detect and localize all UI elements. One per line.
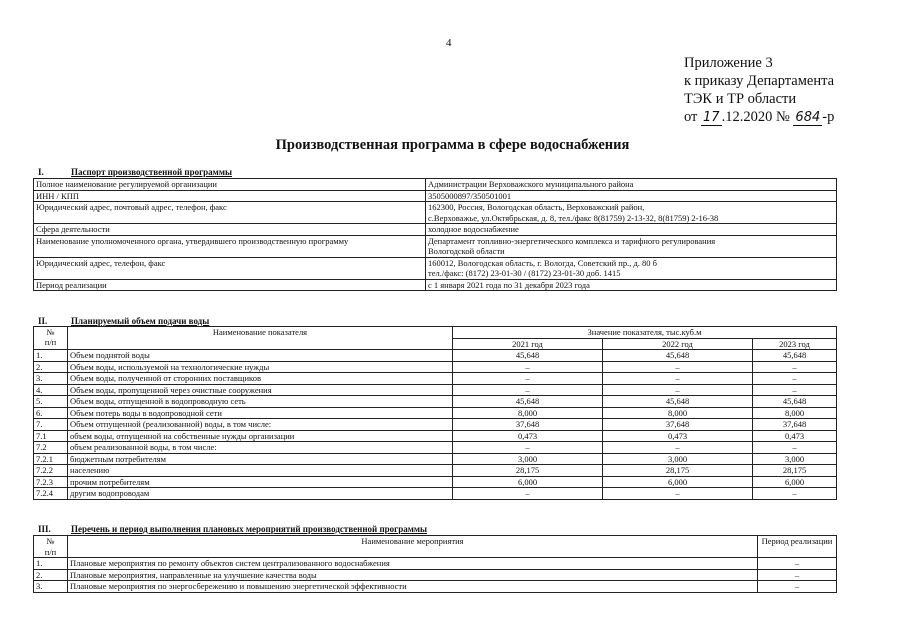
passport-value-line: с 1 января 2021 года по 31 декабря 2023 года [428,279,590,290]
passport-value-line: с.Верховажье, ул.Октябрьская, д. 8, тел./факс 8(81759) 2-13-32, 8(81759) 2-16-38 [428,212,719,223]
section-2-number: II. [38,316,48,326]
date-prefix: от [684,109,698,125]
passport-row [34,279,837,291]
passport-value [426,202,837,224]
value-2022: 0,473 [603,430,753,442]
indicator-name: бюджетным потребителям [68,453,453,465]
volume-row [34,430,837,442]
value-2023: – [753,361,837,373]
section-3-title: Перечень и период выполнения плановых мероприятий производственной программы [71,524,428,534]
indicator-name: Объем отпущенной (реализованной) воды, в том числе: [68,419,453,431]
row-number: 3. [34,373,68,385]
value-2023: – [753,373,837,385]
row-number: 5. [34,396,68,408]
value-2023: 0,473 [753,430,837,442]
row-number: 7.2.3 [34,476,68,488]
passport-row [34,202,837,224]
value-2022: – [603,442,753,454]
value-2022: – [603,361,753,373]
section-1-title: Паспорт производственной программы [71,167,232,177]
value-2021: – [453,384,603,396]
indicator-name: объем реализованной воды, в том числе: [68,442,453,454]
passport-value [426,257,837,279]
row-number: 7.2.2 [34,465,68,477]
passport-label: Юридический адрес, почтовый адрес, телефон, факс [34,202,426,224]
appendix-line-2: к приказу Департамента [684,73,835,89]
measure-period: – [758,569,837,581]
measure-row [34,558,837,570]
volume-row [34,453,837,465]
section-1-heading [38,167,232,177]
passport-value-line: 160012, Вологодская область, г. Вологда, Советский пр., д. 80 б [428,257,658,268]
value-2021: – [453,442,603,454]
page-number: 4 [446,37,452,49]
appendix-line-1: Приложение 3 [684,55,773,71]
passport-value-line: 162300, Россия, Вологодская область, Верховажский район, [428,202,645,212]
section-2-heading [38,316,209,326]
volume-row [34,396,837,408]
handwritten-day: 17 [703,110,720,125]
value-2023: 6,000 [753,476,837,488]
header-num: № п/п [34,327,68,350]
value-2022: 6,000 [603,476,753,488]
measure-number: 3. [34,581,68,593]
passport-row [34,190,837,202]
passport-row [34,257,837,279]
measure-name: Плановые мероприятия, направленные на улучшение качества воды [68,569,758,581]
header-indicator-name: Наименование показателя [68,327,453,350]
measures-table [33,535,837,593]
value-2023: – [753,442,837,454]
value-2023: – [753,488,837,500]
appendix-line-3: ТЭК и ТР области [684,91,797,107]
indicator-name: Объем воды, используемой на технологические нужды [68,361,453,373]
value-2021: 8,000 [453,407,603,419]
value-2022: 45,648 [603,350,753,362]
value-2021: 45,648 [453,350,603,362]
row-number: 4. [34,384,68,396]
measure-number: 2. [34,569,68,581]
value-2022: – [603,488,753,500]
value-2022: 28,175 [603,465,753,477]
passport-row [34,224,837,236]
row-number: 7.2.1 [34,453,68,465]
passport-label: ИНН / КПП [34,190,426,202]
value-2022: 3,000 [603,453,753,465]
measure-name: Плановые мероприятия по энергосбережению и повышению энергетической эффективности [68,581,758,593]
passport-value-line: Вологодской области [428,246,505,256]
handwritten-number: 684 [795,110,821,125]
volume-row [34,407,837,419]
row-number: 2. [34,361,68,373]
passport-label: Полное наименование регулируемой организации [34,179,426,191]
passport-value [426,235,837,257]
value-2023: 28,175 [753,465,837,477]
value-2021: – [453,488,603,500]
value-2023: 37,648 [753,419,837,431]
order-suffix: -р [822,109,835,125]
document-title: Производственная программа в сфере водоснабжения [275,137,630,153]
row-number: 7.2 [34,442,68,454]
measure-period: – [758,558,837,570]
volume-row [34,350,837,362]
value-2022: 8,000 [603,407,753,419]
indicator-name: Объем потерь воды в водопроводной сети [68,407,453,419]
measure-row [34,581,837,593]
passport-row [34,179,837,191]
indicator-name: населению [68,465,453,477]
date-middle: .12.2020 № [721,109,790,125]
indicator-name: другим водопроводам [68,488,453,500]
value-2023: 45,648 [753,396,837,408]
value-2022: 37,648 [603,419,753,431]
indicator-name: прочим потребителям [68,476,453,488]
value-2023: 8,000 [753,407,837,419]
header-value: Значение показателя, тыс.куб.м [453,327,837,339]
row-number: 7.1 [34,430,68,442]
measures-header-period: Период реализации [758,536,837,558]
passport-value-line: Администрации Верховажского муниципального района [428,179,634,189]
measure-row [34,569,837,581]
indicator-name: Объем поднятой воды [68,350,453,362]
appendix-block [684,54,834,126]
section-2-title: Планируемый объем подачи воды [71,316,210,326]
volume-row [34,488,837,500]
volume-row [34,442,837,454]
value-2022: – [603,373,753,385]
value-2021: 6,000 [453,476,603,488]
row-number: 6. [34,407,68,419]
header-year-2023: 2023 год [753,338,837,350]
passport-value [426,190,837,202]
row-number: 7.2.4 [34,488,68,500]
indicator-name: объем воды, отпущенной на собственные нужды организации [68,430,453,442]
volume-row [34,419,837,431]
passport-value [426,179,837,191]
volume-row [34,373,837,385]
passport-label: Сфера деятельности [34,224,426,236]
volume-row [34,384,837,396]
passport-value [426,279,837,291]
header-year-2022: 2022 год [603,338,753,350]
passport-label: Период реализации [34,279,426,291]
value-2023: 45,648 [753,350,837,362]
value-2022: 45,648 [603,396,753,408]
row-number: 7. [34,419,68,431]
water-volume-table [33,326,837,500]
value-2023: – [753,384,837,396]
measures-header-num: № п/п [34,536,68,558]
value-2023: 3,000 [753,453,837,465]
indicator-name: Объем воды, полученной от сторонних поставщиков [68,373,453,385]
value-2021: 0,473 [453,430,603,442]
indicator-name: Объем воды, отпущенной в водопроводную сеть [68,396,453,408]
passport-label: Наименование уполномоченного органа, утвердившего производственную программу [34,235,426,257]
section-3-number: III. [38,524,51,534]
header-year-2021: 2021 год [453,338,603,350]
value-2021: – [453,373,603,385]
passport-value-line: 3505000897/350501001 [428,190,512,201]
value-2021: 45,648 [453,396,603,408]
passport-value [426,224,837,236]
passport-value-line: холодное водоснабжение [428,224,519,234]
measures-header-name: Наименование мероприятия [68,536,758,558]
measure-name: Плановые мероприятия по ремонту объектов систем централизованного водоснабжения [68,558,758,570]
value-2021: – [453,361,603,373]
passport-table [33,178,837,291]
row-number: 1. [34,350,68,362]
passport-label: Юридический адрес, телефон, факс [34,257,426,279]
measure-period: – [758,581,837,593]
value-2021: 37,648 [453,419,603,431]
volume-row [34,465,837,477]
appendix-date-line [684,108,834,126]
passport-row [34,235,837,257]
passport-value-line: Департамент топливно-энергетического комплекса и тарифного регулирования [428,235,716,246]
section-1-number: I. [38,167,44,177]
value-2022: – [603,384,753,396]
value-2021: 28,175 [453,465,603,477]
value-2021: 3,000 [453,453,603,465]
indicator-name: Объем воды, пропущенной через очистные сооружения [68,384,453,396]
passport-value-line: тел./факс: (8172) 23-01-30 / (8172) 23-01-30 доб. 1415 [428,268,621,278]
measure-number: 1. [34,558,68,570]
volume-row [34,361,837,373]
section-3-heading [38,524,427,534]
volume-row [34,476,837,488]
